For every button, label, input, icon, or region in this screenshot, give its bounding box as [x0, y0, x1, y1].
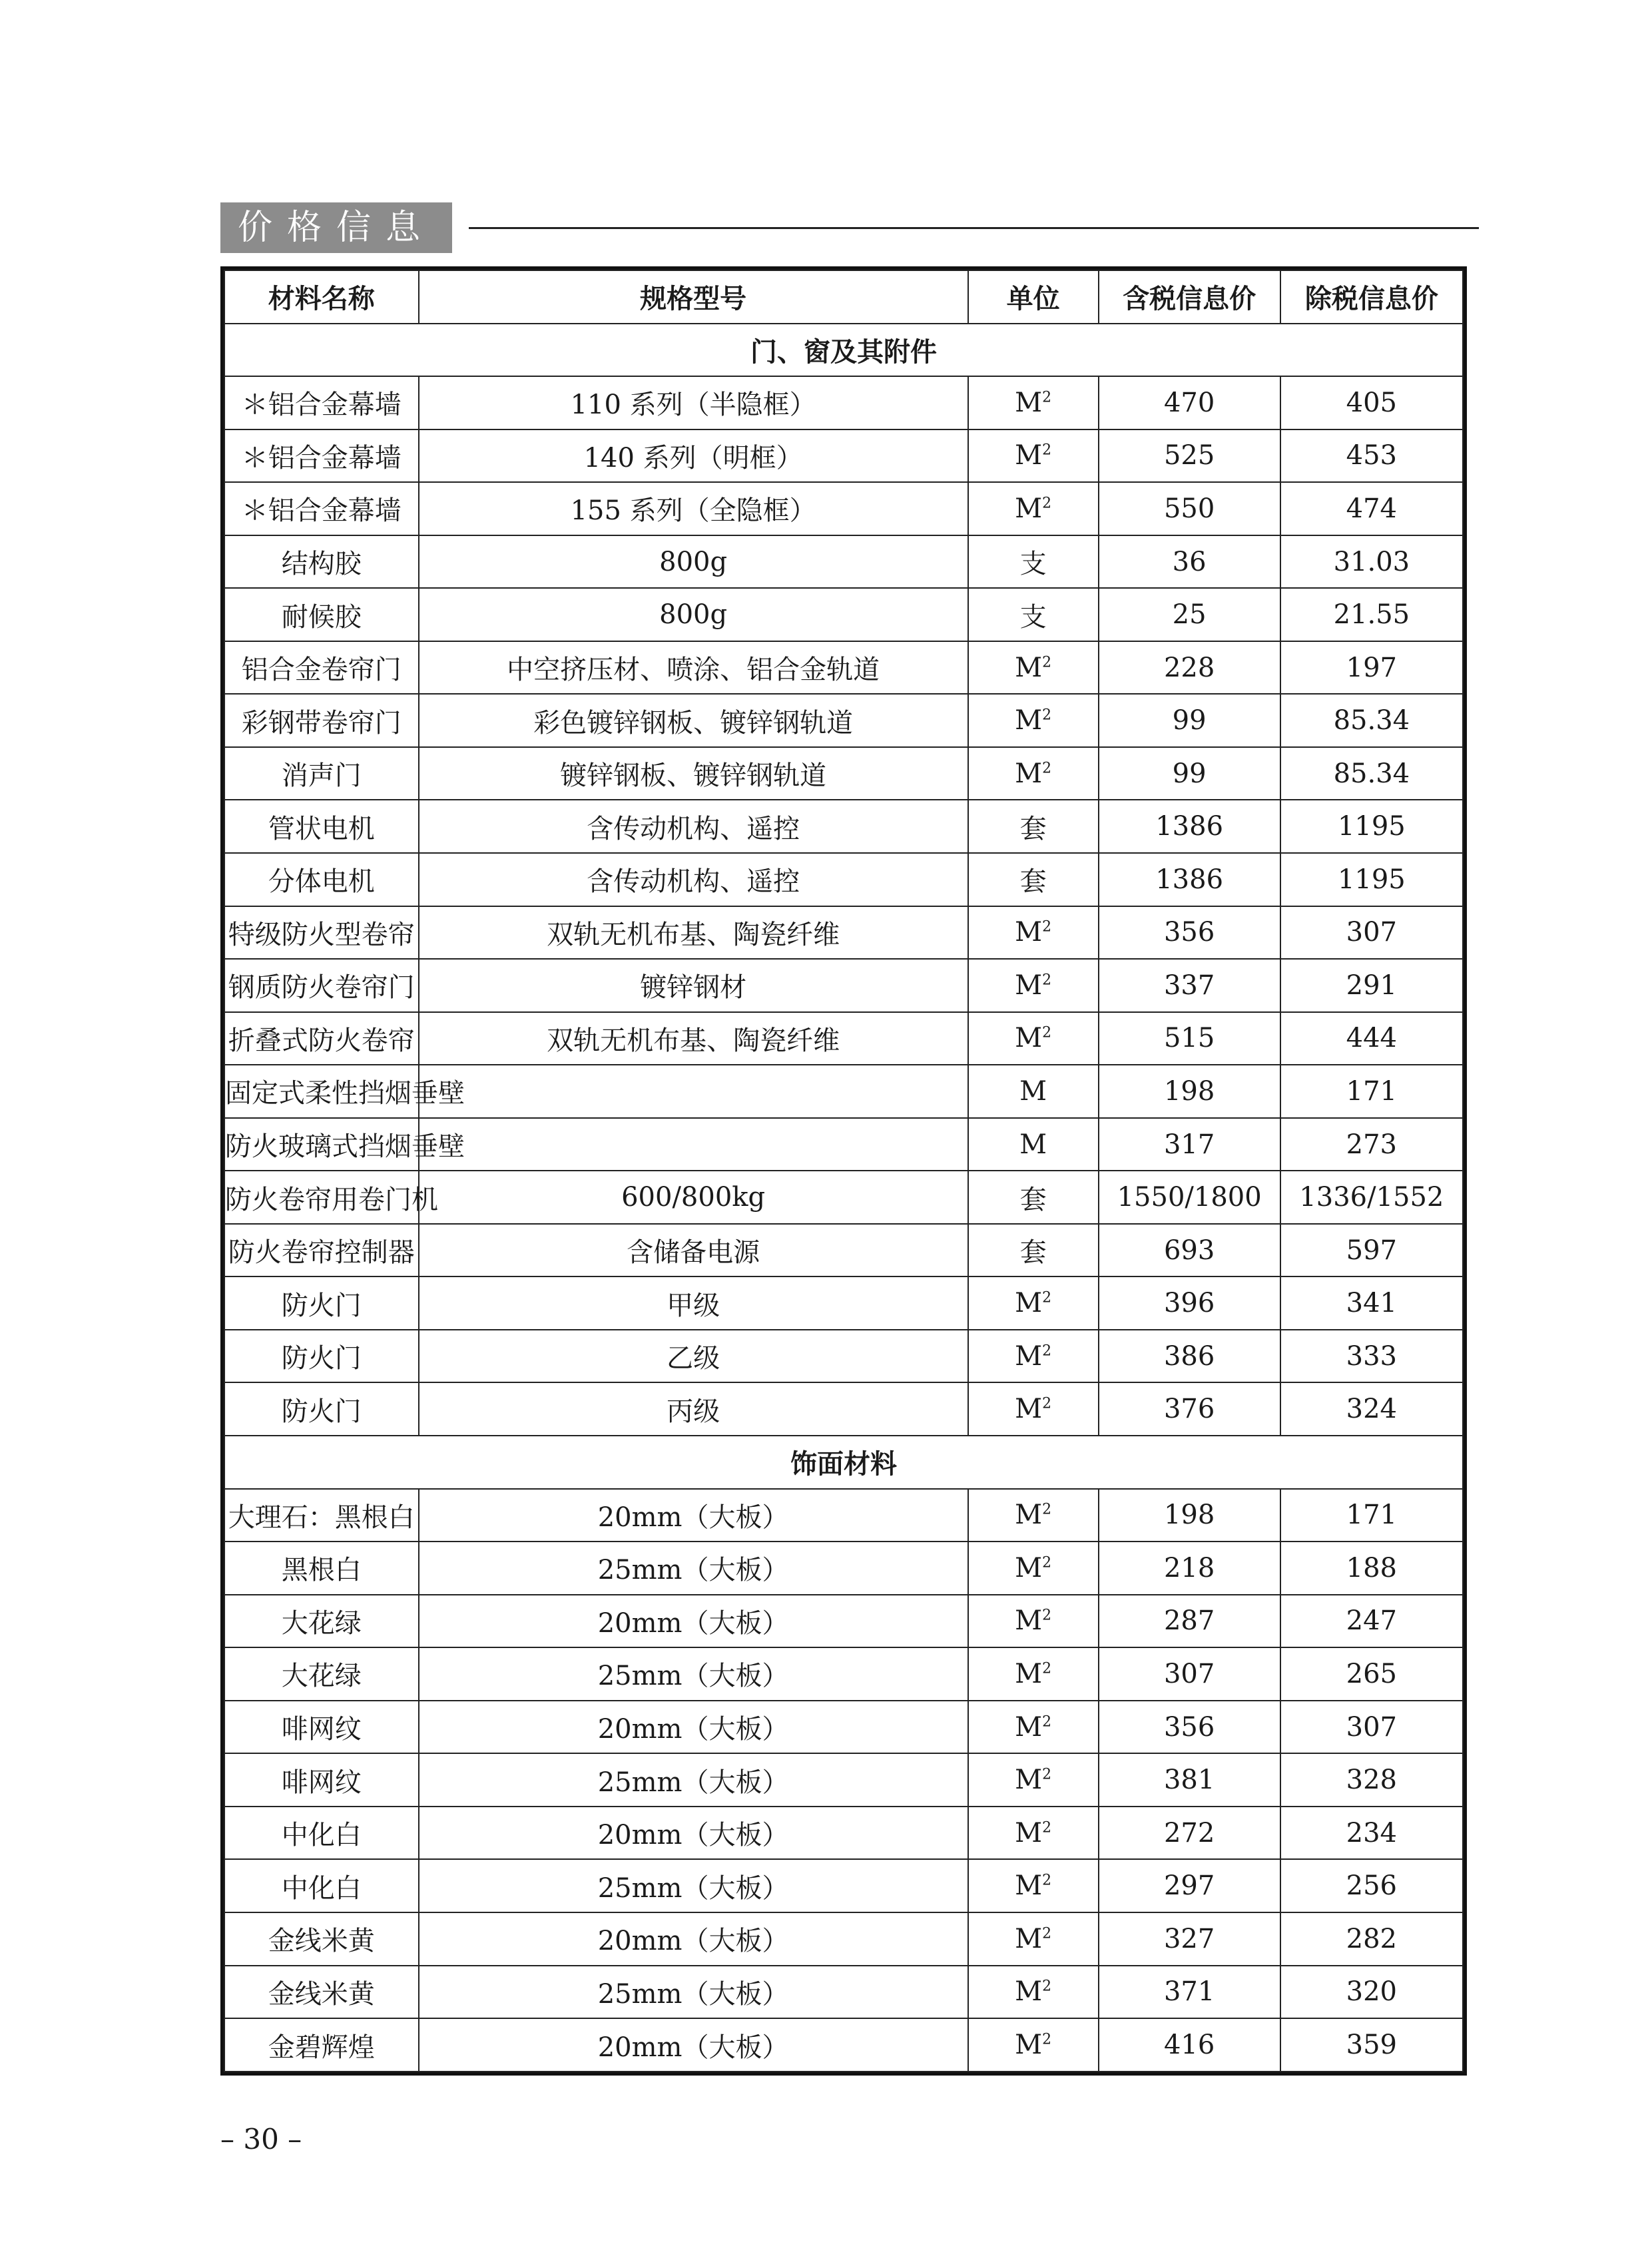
material-name-cell: 固定式柔性挡烟垂壁: [224, 1065, 419, 1118]
unit-superscript: 2: [1042, 2031, 1052, 2048]
table-row: [224, 376, 1463, 429]
table-row: [224, 429, 1463, 483]
table-row: [224, 1912, 1463, 1966]
spec-cell: 140 系列（明框）: [419, 429, 968, 483]
material-name-cell: 结构胶: [224, 535, 419, 589]
tax-price-cell: 99: [1099, 694, 1280, 747]
notax-price-cell: 188: [1280, 1542, 1463, 1595]
unit-superscript: 2: [1042, 654, 1052, 671]
notax-price-cell: 474: [1280, 482, 1463, 535]
material-name-cell: 大理石：黑根白: [224, 1489, 419, 1542]
spec-cell: 双轨无机布基、陶瓷纤维: [419, 1012, 968, 1065]
unit-cell: [968, 588, 1099, 641]
table-header-row: [224, 270, 1463, 324]
unit-text: 支: [1019, 549, 1047, 579]
spec-cell: 含传动机构、遥控: [419, 853, 968, 906]
tax-price-cell: 327: [1099, 1912, 1280, 1966]
material-name-cell: 消声门: [224, 747, 419, 800]
spec-cell: 600/800kg: [419, 1171, 968, 1224]
tax-price-cell: 386: [1099, 1330, 1280, 1383]
unit-cell: [968, 376, 1099, 429]
unit-superscript: 2: [1042, 1502, 1052, 1519]
spec-cell: 25mm（大板）: [419, 1966, 968, 2019]
table-row: [224, 1382, 1463, 1436]
table-row: [224, 1276, 1463, 1330]
unit-superscript: 2: [1042, 1925, 1052, 1942]
unit-text: M: [1015, 1658, 1043, 1689]
unit-cell: [968, 1807, 1099, 1860]
section-row: [224, 324, 1463, 377]
material-name-cell: 防火卷帘用卷门机: [224, 1171, 419, 1224]
unit-text: M: [1015, 1817, 1043, 1848]
material-name-cell: 特级防火型卷帘: [224, 906, 419, 960]
unit-cell: [968, 1701, 1099, 1754]
table-row: [224, 1118, 1463, 1171]
tax-price-cell: 693: [1099, 1224, 1280, 1277]
unit-text: M: [1015, 970, 1043, 1001]
unit-text: M: [1015, 1976, 1043, 2008]
tax-price-cell: 198: [1099, 1065, 1280, 1118]
unit-cell: [968, 1753, 1099, 1807]
spec-cell: 110 系列（半隐框）: [419, 376, 968, 429]
material-name-cell: 防火卷帘控制器: [224, 1224, 419, 1277]
unit-superscript: 2: [1042, 1713, 1052, 1731]
notax-price-cell: 256: [1280, 1859, 1463, 1912]
unit-text: 套: [1019, 866, 1047, 898]
section-title: 饰面材料: [224, 1436, 1463, 1489]
unit-superscript: 2: [1042, 1819, 1052, 1836]
spec-cell: 镀锌钢材: [419, 959, 968, 1012]
notax-price-cell: 320: [1280, 1966, 1463, 2019]
tax-price-cell: 287: [1099, 1595, 1280, 1648]
notax-price-cell: 291: [1280, 959, 1463, 1012]
notax-price-cell: 307: [1280, 1701, 1463, 1754]
material-name-cell: 防火玻璃式挡烟垂壁: [224, 1118, 419, 1171]
material-name-cell: 黑根白: [224, 1542, 419, 1595]
table-row: [224, 1224, 1463, 1277]
column-header-spec: 规格型号: [419, 270, 968, 324]
unit-cell: [968, 1647, 1099, 1701]
tax-price-cell: 515: [1099, 1012, 1280, 1065]
unit-cell: [968, 535, 1099, 589]
material-name-cell: 啡网纹: [224, 1753, 419, 1807]
unit-cell: [968, 1224, 1099, 1277]
notax-price-cell: 324: [1280, 1382, 1463, 1436]
notax-price-cell: 444: [1280, 1012, 1463, 1065]
notax-price-cell: 234: [1280, 1807, 1463, 1860]
table-row: [224, 800, 1463, 853]
unit-text: 套: [1019, 1184, 1047, 1215]
unit-text: M: [1015, 1711, 1043, 1743]
page-number: – 30 –: [220, 2123, 302, 2155]
unit-superscript: 2: [1042, 1025, 1052, 1042]
notax-price-cell: 273: [1280, 1118, 1463, 1171]
spec-cell: [419, 1065, 968, 1118]
spec-cell: 镀锌钢板、镀锌钢轨道: [419, 747, 968, 800]
notax-price-cell: 1195: [1280, 800, 1463, 853]
tax-price-cell: 371: [1099, 1966, 1280, 2019]
tax-price-cell: 376: [1099, 1382, 1280, 1436]
unit-superscript: 2: [1042, 919, 1052, 936]
unit-superscript: 2: [1042, 442, 1052, 459]
unit-cell: [968, 1171, 1099, 1224]
table-row: [224, 588, 1463, 641]
notax-price-cell: 282: [1280, 1912, 1463, 1966]
tax-price-cell: 416: [1099, 2018, 1280, 2072]
material-name-cell: 金线米黄: [224, 1912, 419, 1966]
tax-price-cell: 1386: [1099, 853, 1280, 906]
notax-price-cell: 171: [1280, 1489, 1463, 1542]
unit-text: M: [1015, 440, 1043, 471]
unit-text: M: [1015, 387, 1043, 418]
unit-text: 套: [1019, 1237, 1047, 1269]
section-header-tag: [220, 202, 452, 253]
table-row: [224, 694, 1463, 747]
notax-price-cell: 85.34: [1280, 747, 1463, 800]
unit-superscript: 2: [1042, 1342, 1052, 1360]
notax-price-cell: 247: [1280, 1595, 1463, 1648]
table-row: [224, 1171, 1463, 1224]
unit-superscript: 2: [1042, 1978, 1052, 1995]
material-name-cell: 彩钢带卷帘门: [224, 694, 419, 747]
tax-price-cell: 1550/1800: [1099, 1171, 1280, 1224]
unit-text: M: [1015, 705, 1043, 736]
unit-cell: [968, 641, 1099, 695]
tax-price-cell: 337: [1099, 959, 1280, 1012]
notax-price-cell: 171: [1280, 1065, 1463, 1118]
tax-price-cell: 198: [1099, 1489, 1280, 1542]
material-name-cell: 铝合金卷帘门: [224, 641, 419, 695]
unit-cell: [968, 906, 1099, 960]
unit-superscript: 2: [1042, 1607, 1052, 1625]
unit-text: M: [1015, 1394, 1043, 1425]
unit-superscript: 2: [1042, 1289, 1052, 1306]
tax-price-cell: 99: [1099, 747, 1280, 800]
price-table-body: [224, 270, 1463, 2072]
price-table: [224, 270, 1464, 2072]
tax-price-cell: 228: [1099, 641, 1280, 695]
unit-text: M: [1015, 652, 1043, 683]
spec-cell: [419, 1118, 968, 1171]
unit-text: M: [1015, 1552, 1043, 1583]
spec-cell: 800g: [419, 588, 968, 641]
spec-cell: 25mm（大板）: [419, 1859, 968, 1912]
spec-cell: 含传动机构、遥控: [419, 800, 968, 853]
unit-text: M: [1015, 917, 1043, 948]
unit-text: M: [1015, 1023, 1043, 1054]
tax-price-cell: 36: [1099, 535, 1280, 589]
unit-cell: [968, 1542, 1099, 1595]
table-row: [224, 535, 1463, 589]
spec-cell: 彩色镀锌钢板、镀锌钢轨道: [419, 694, 968, 747]
unit-superscript: 2: [1042, 1554, 1052, 1571]
price-table-frame: [220, 266, 1467, 2076]
unit-superscript: 2: [1042, 760, 1052, 777]
spec-cell: 20mm（大板）: [419, 2018, 968, 2072]
material-name-cell: 折叠式防火卷帘: [224, 1012, 419, 1065]
material-name-cell: 分体电机: [224, 853, 419, 906]
unit-text: M: [1015, 2030, 1043, 2061]
tax-price-cell: 1386: [1099, 800, 1280, 853]
notax-price-cell: 333: [1280, 1330, 1463, 1383]
material-name-cell: 啡网纹: [224, 1701, 419, 1754]
notax-price-cell: 197: [1280, 641, 1463, 695]
spec-cell: 中空挤压材、喷涂、铝合金轨道: [419, 641, 968, 695]
section-title: 门、窗及其附件: [224, 324, 1463, 377]
material-name-cell: 中化白: [224, 1807, 419, 1860]
table-row: [224, 641, 1463, 695]
table-row: [224, 1807, 1463, 1860]
material-name-cell: ＊铝合金幕墙: [224, 429, 419, 483]
header-rule: [469, 227, 1479, 229]
spec-cell: 25mm（大板）: [419, 1542, 968, 1595]
table-row: [224, 906, 1463, 960]
material-name-cell: 大花绿: [224, 1595, 419, 1648]
section-header-title: 价格信息: [238, 208, 435, 248]
notax-price-cell: 405: [1280, 376, 1463, 429]
material-name-cell: 防火门: [224, 1382, 419, 1436]
material-name-cell: 防火门: [224, 1276, 419, 1330]
unit-superscript: 2: [1042, 1872, 1052, 1889]
unit-text: M: [1015, 758, 1043, 789]
unit-cell: [968, 1859, 1099, 1912]
table-row: [224, 482, 1463, 535]
unit-cell: [968, 2018, 1099, 2072]
unit-cell: [968, 1595, 1099, 1648]
unit-cell: [968, 694, 1099, 747]
spec-cell: 20mm（大板）: [419, 1807, 968, 1860]
unit-text: M: [1015, 1765, 1043, 1796]
table-row: [224, 1859, 1463, 1912]
unit-superscript: 2: [1042, 1766, 1052, 1783]
material-name-cell: 钢质防火卷帘门: [224, 959, 419, 1012]
unit-cell: [968, 429, 1099, 483]
table-row: [224, 1489, 1463, 1542]
material-name-cell: 大花绿: [224, 1647, 419, 1701]
notax-price-cell: 453: [1280, 429, 1463, 483]
spec-cell: 20mm（大板）: [419, 1701, 968, 1754]
tax-price-cell: 396: [1099, 1276, 1280, 1330]
spec-cell: 乙级: [419, 1330, 968, 1383]
table-row: [224, 1330, 1463, 1383]
spec-cell: 含储备电源: [419, 1224, 968, 1277]
unit-superscript: 2: [1042, 972, 1052, 989]
notax-price-cell: 341: [1280, 1276, 1463, 1330]
table-row: [224, 1065, 1463, 1118]
notax-price-cell: 31.03: [1280, 535, 1463, 589]
table-row: [224, 853, 1463, 906]
unit-cell: [968, 1276, 1099, 1330]
spec-cell: 800g: [419, 535, 968, 589]
table-row: [224, 1647, 1463, 1701]
table-row: [224, 1966, 1463, 2019]
column-header-name: 材料名称: [224, 270, 419, 324]
spec-cell: 20mm（大板）: [419, 1489, 968, 1542]
unit-cell: [968, 1012, 1099, 1065]
unit-text: M: [1019, 1129, 1047, 1160]
unit-cell: [968, 853, 1099, 906]
notax-price-cell: 1336/1552: [1280, 1171, 1463, 1224]
tax-price-cell: 356: [1099, 1701, 1280, 1754]
unit-text: M: [1015, 1870, 1043, 1902]
notax-price-cell: 1195: [1280, 853, 1463, 906]
unit-text: M: [1015, 1340, 1043, 1372]
table-row: [224, 1012, 1463, 1065]
unit-cell: [968, 1118, 1099, 1171]
material-name-cell: 金线米黄: [224, 1966, 419, 2019]
tax-price-cell: 272: [1099, 1807, 1280, 1860]
tax-price-cell: 25: [1099, 588, 1280, 641]
table-row: [224, 959, 1463, 1012]
unit-superscript: 2: [1042, 1660, 1052, 1677]
notax-price-cell: 21.55: [1280, 588, 1463, 641]
material-name-cell: 管状电机: [224, 800, 419, 853]
spec-cell: 甲级: [419, 1276, 968, 1330]
spec-cell: 20mm（大板）: [419, 1595, 968, 1648]
tax-price-cell: 381: [1099, 1753, 1280, 1807]
tax-price-cell: 307: [1099, 1647, 1280, 1701]
column-header-notax-price: 除税信息价: [1280, 270, 1463, 324]
unit-cell: [968, 1330, 1099, 1383]
tax-price-cell: 297: [1099, 1859, 1280, 1912]
notax-price-cell: 307: [1280, 906, 1463, 960]
material-name-cell: 金碧辉煌: [224, 2018, 419, 2072]
notax-price-cell: 359: [1280, 2018, 1463, 2072]
material-name-cell: 防火门: [224, 1330, 419, 1383]
tax-price-cell: 218: [1099, 1542, 1280, 1595]
spec-cell: 155 系列（全隐框）: [419, 482, 968, 535]
notax-price-cell: 328: [1280, 1753, 1463, 1807]
tax-price-cell: 470: [1099, 376, 1280, 429]
unit-text: M: [1019, 1075, 1047, 1107]
table-row: [224, 1701, 1463, 1754]
unit-text: M: [1015, 493, 1043, 524]
material-name-cell: 耐候胶: [224, 588, 419, 641]
unit-superscript: 2: [1042, 706, 1052, 724]
unit-superscript: 2: [1042, 389, 1052, 406]
unit-cell: [968, 482, 1099, 535]
tax-price-cell: 356: [1099, 906, 1280, 960]
unit-text: 支: [1019, 601, 1047, 633]
unit-superscript: 2: [1042, 495, 1052, 512]
tax-price-cell: 317: [1099, 1118, 1280, 1171]
unit-cell: [968, 1489, 1099, 1542]
table-row: [224, 1753, 1463, 1807]
material-name-cell: ＊铝合金幕墙: [224, 376, 419, 429]
section-row: [224, 1436, 1463, 1489]
unit-text: M: [1015, 1605, 1043, 1637]
spec-cell: 20mm（大板）: [419, 1912, 968, 1966]
tax-price-cell: 550: [1099, 482, 1280, 535]
unit-cell: [968, 747, 1099, 800]
unit-cell: [968, 1382, 1099, 1436]
unit-text: M: [1015, 1923, 1043, 1954]
unit-text: M: [1015, 1288, 1043, 1319]
table-row: [224, 747, 1463, 800]
unit-text: M: [1015, 1500, 1043, 1531]
table-row: [224, 1595, 1463, 1648]
material-name-cell: ＊铝合金幕墙: [224, 482, 419, 535]
unit-text: 套: [1019, 813, 1047, 844]
notax-price-cell: 597: [1280, 1224, 1463, 1277]
material-name-cell: 中化白: [224, 1859, 419, 1912]
spec-cell: 双轨无机布基、陶瓷纤维: [419, 906, 968, 960]
unit-cell: [968, 1966, 1099, 2019]
unit-cell: [968, 959, 1099, 1012]
spec-cell: 丙级: [419, 1382, 968, 1436]
unit-cell: [968, 1912, 1099, 1966]
notax-price-cell: 85.34: [1280, 694, 1463, 747]
unit-cell: [968, 1065, 1099, 1118]
spec-cell: 25mm（大板）: [419, 1647, 968, 1701]
unit-superscript: 2: [1042, 1395, 1052, 1412]
column-header-unit: 单位: [968, 270, 1099, 324]
tax-price-cell: 525: [1099, 429, 1280, 483]
spec-cell: 25mm（大板）: [419, 1753, 968, 1807]
table-row: [224, 1542, 1463, 1595]
table-row: [224, 2018, 1463, 2072]
notax-price-cell: 265: [1280, 1647, 1463, 1701]
unit-cell: [968, 800, 1099, 853]
column-header-tax-price: 含税信息价: [1099, 270, 1280, 324]
